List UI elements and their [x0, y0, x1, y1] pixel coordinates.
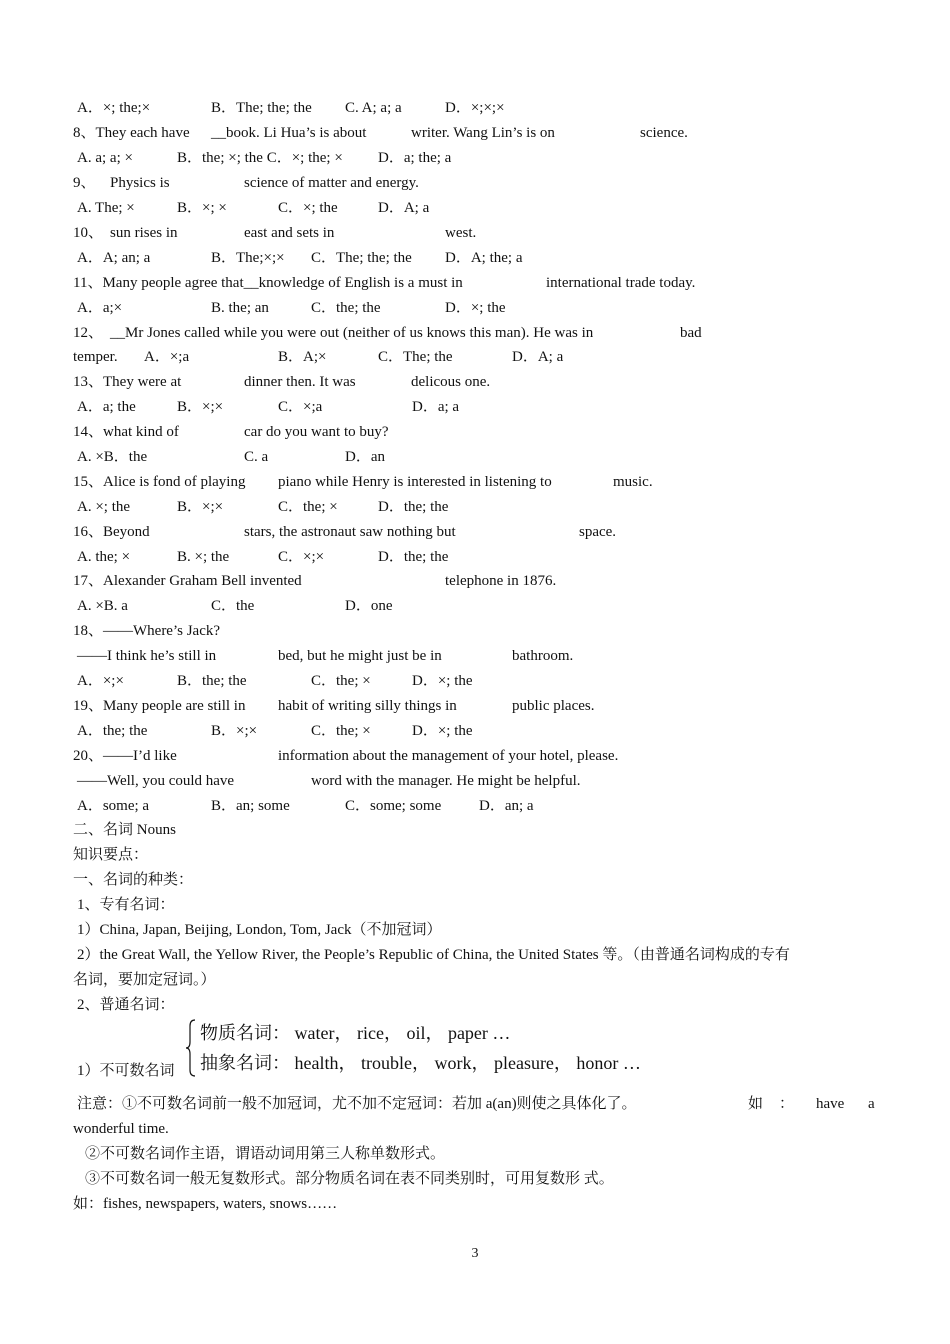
option-c: C．The; the; the [311, 250, 412, 266]
question-text: __Mr Jones called while you were out (neither of us knows this man). He was in [110, 325, 594, 341]
option-c: C．×; the [278, 200, 338, 216]
question-text: international trade today. [546, 275, 696, 291]
question-text: dinner then. It was [244, 374, 356, 390]
option-c: C. a [244, 449, 269, 465]
option-d: D．A; the; a [445, 250, 523, 266]
option-c: C．the; × [278, 499, 338, 515]
note-2: ②不可数名词作主语，谓语动词用第三人称单数形式。 [85, 1146, 446, 1162]
proper-noun-heading: 1、专有名词： [77, 897, 175, 913]
option-b: B．an; some [211, 798, 290, 814]
option-a: A. ×B. a [77, 598, 128, 614]
question-text: 18、——Where’s Jack? [73, 623, 221, 639]
proper-noun-example-1: 1）China, Japan, Beijing, London, Tom, Jack（不加冠词） [77, 922, 442, 938]
section-heading: 二、名词 Nouns [73, 822, 176, 838]
question-text: 9、 [73, 175, 96, 191]
note-1 [73, 1093, 878, 1115]
question-text: Physics is [110, 175, 170, 191]
question-text: habit of writing silly things in [278, 698, 457, 714]
question-text: 15、Alice is fond of playing [73, 474, 246, 490]
question-text: piano while Henry is interested in listening to [278, 474, 552, 490]
option-b: B．×;× [211, 723, 258, 739]
option-d: D．A; a [512, 349, 564, 365]
option-c: C．some; some [345, 798, 442, 814]
question-text: car do you want to buy? [244, 424, 389, 440]
abstract-nouns: 抽象名词： health， trouble， work， pleasure， honor … [200, 1053, 641, 1073]
option-a: A．the; the [77, 723, 148, 739]
question-text: telephone in 1876. [445, 573, 557, 589]
question-text: writer. Wang Lin’s is on [411, 125, 555, 141]
note-3: ③不可数名词一般无复数形式。部分物质名词在表不同类别时，可用复数形 式。 [85, 1171, 614, 1187]
common-noun-heading: 2、普通名词： [77, 997, 175, 1013]
question-text: stars, the astronaut saw nothing but [244, 524, 456, 540]
question-text: __book. Li Hua’s is about [211, 125, 367, 141]
note-text: 注意：①不可数名词前一般不加冠词，尤不加不定冠词：若加 a(an)则使之具体化了。 [77, 1096, 637, 1112]
option-a: A．a; the [77, 399, 136, 415]
option-d: D．a; a [412, 399, 460, 415]
question-text: 11、Many people agree that__knowledge of English is a must in [73, 275, 463, 291]
option-c: C．the; the [311, 300, 381, 316]
uncountable-noun-label: 1）不可数名词 [77, 1063, 175, 1079]
option-a: A. ×B．the [77, 449, 148, 465]
question-text: ——Well, you could have [77, 773, 235, 789]
option-c: C．The; the [378, 349, 453, 365]
option-b: B. ×; the [177, 549, 230, 565]
option-a: A．×;× [77, 673, 124, 689]
option-b: B．The; the; the [211, 100, 312, 116]
option-c: C．the; × [311, 723, 371, 739]
option-d: D．×; the [412, 673, 473, 689]
option-a: A. The; × [77, 200, 135, 216]
question-text: sun rises in [110, 225, 178, 241]
note-1-cont: wonderful time. [73, 1121, 169, 1137]
question-text: public places. [512, 698, 595, 714]
brace-icon [186, 1018, 196, 1078]
question-text: science of matter and energy. [244, 175, 419, 191]
question-text: 16、Beyond [73, 524, 150, 540]
plural-examples: 如：fishes, newspapers, waters, snows…… [73, 1196, 338, 1212]
material-nouns: 物质名词： water， rice， oil， paper … [200, 1023, 511, 1043]
option-b: B．the; the [177, 673, 247, 689]
knowledge-points-label: 知识要点： [73, 847, 149, 863]
question-text: music. [613, 474, 653, 490]
note-text: a [868, 1096, 875, 1112]
option-d: D．the; the [378, 549, 449, 565]
option-b: B．The;×;× [211, 250, 285, 266]
option-b: B．×; × [177, 200, 227, 216]
option-a: A．a;× [77, 300, 123, 316]
note-text: ： [779, 1096, 795, 1112]
option-c: C．the; × [311, 673, 371, 689]
option-b: B．the; ×; the C．×; the; × [177, 150, 343, 166]
question-text: 13、They were at [73, 374, 182, 390]
option-b: B. the; an [211, 300, 269, 316]
question-text: 10、 [73, 225, 104, 241]
proper-noun-example-2-cont: 名词，要加定冠词。） [73, 972, 216, 988]
question-text: information about the management of your hotel, please. [278, 748, 619, 764]
option-a: A．A; an; a [77, 250, 151, 266]
question-text: 8、They each have [73, 125, 190, 141]
question-text: 17、Alexander Graham Bell invented [73, 573, 302, 589]
question-text: ——I think he’s still in [77, 648, 217, 664]
question-text: delicous one. [411, 374, 491, 390]
option-a: A. ×; the [77, 499, 131, 515]
proper-noun-example-2: 2）the Great Wall, the Yellow River, the People’s Republic of China, the United States 等。（由普通名词构成的专有 [77, 947, 790, 963]
question-text: 14、what kind of [73, 424, 179, 440]
noun-kinds-heading: 一、名词的种类： [73, 872, 194, 888]
question-text: bed, but he might just be in [278, 648, 442, 664]
option-b: B．A;× [278, 349, 327, 365]
option-a: A. the; × [77, 549, 131, 565]
option-d: D．a; the; a [378, 150, 452, 166]
question-text: 20、——I’d like [73, 748, 177, 764]
option-d: D．the; the [378, 499, 449, 515]
option-d: D．×; the [445, 300, 506, 316]
option-b: B．×;× [177, 499, 224, 515]
option-a: A. a; a; × [77, 150, 133, 166]
option-a: A．some; a [77, 798, 150, 814]
question-text: 19、Many people are still in [73, 698, 246, 714]
question-text: temper. [73, 349, 118, 365]
option-a: A．×; the;× [77, 100, 151, 116]
option-c: C. A; a; a [345, 100, 402, 116]
uncountable-brace-group [186, 1018, 686, 1080]
option-d: D．A; a [378, 200, 430, 216]
option-d: D．×; the [412, 723, 473, 739]
note-text: have [816, 1096, 845, 1112]
option-c: C．the [211, 598, 255, 614]
question-text: east and sets in [244, 225, 335, 241]
option-a: A．×;a [144, 349, 190, 365]
option-d: D．one [345, 598, 393, 614]
option-d: D．an [345, 449, 385, 465]
note-text: 如 [748, 1096, 764, 1112]
option-b: B．×;× [177, 399, 224, 415]
question-text: space. [579, 524, 617, 540]
question-text: word with the manager. He might be helpful. [311, 773, 581, 789]
page-number: 3 [471, 1246, 479, 1261]
question-text: west. [445, 225, 477, 241]
option-c: C．×;a [278, 399, 323, 415]
option-d: D．an; a [479, 798, 534, 814]
question-text: bathroom. [512, 648, 574, 664]
question-text: 12、 [73, 325, 104, 341]
question-text: bad [680, 325, 702, 341]
question-text: science. [640, 125, 688, 141]
option-c: C．×;× [278, 549, 325, 565]
option-d: D．×;×;× [445, 100, 505, 116]
